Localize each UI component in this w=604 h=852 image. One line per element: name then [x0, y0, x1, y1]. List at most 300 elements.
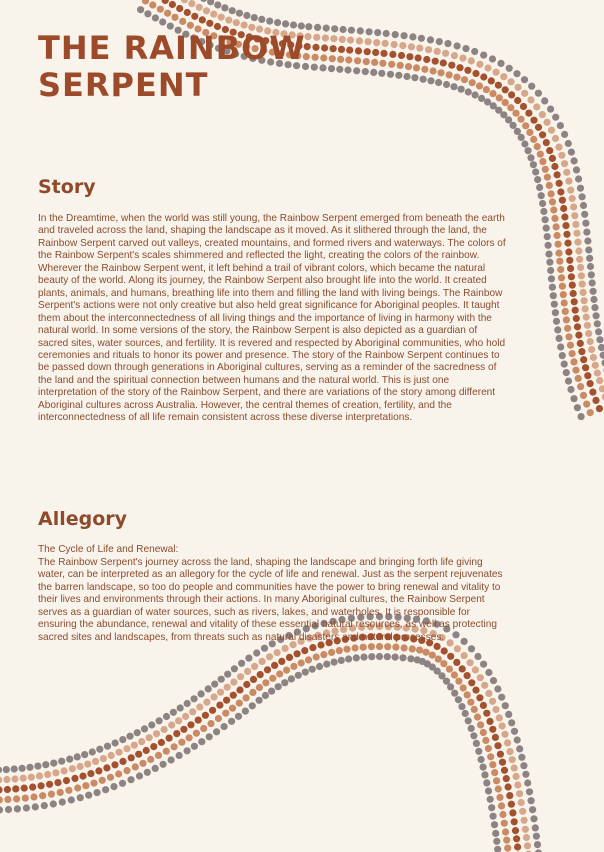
serpent-dot [532, 168, 539, 175]
serpent-dot [313, 653, 320, 660]
serpent-dot [485, 690, 492, 697]
serpent-dot [527, 96, 534, 103]
serpent-dot [440, 59, 447, 66]
serpent-dot [347, 37, 354, 44]
serpent-dot [213, 728, 220, 735]
serpent-dot [553, 318, 560, 325]
serpent-dot [84, 761, 91, 768]
serpent-dot [501, 820, 508, 827]
serpent-dot [387, 71, 394, 78]
serpent-dot [525, 147, 532, 154]
serpent-dot [552, 135, 559, 142]
serpent-dot [202, 712, 209, 719]
serpent-dot [74, 753, 81, 760]
serpent-dots-bottom [0, 613, 543, 852]
serpent-dot [96, 746, 103, 753]
serpent-dot [499, 811, 506, 818]
serpent-dot [453, 659, 460, 666]
serpent-dot [305, 23, 312, 30]
serpent-dot [508, 801, 515, 808]
serpent-dot [499, 759, 506, 766]
serpent-dot [503, 837, 510, 844]
serpent-dot [521, 76, 528, 83]
serpent-dot [459, 665, 466, 672]
serpent-dot [522, 122, 529, 129]
serpent-dot [456, 64, 463, 71]
serpent-dot [596, 377, 603, 384]
serpent-dot [211, 693, 218, 700]
serpent-dot [251, 14, 258, 21]
serpent-dot [258, 16, 265, 23]
serpent-dot [551, 163, 558, 170]
serpent-dot [316, 663, 323, 670]
serpent-dot [150, 743, 157, 750]
serpent-dot [71, 775, 78, 782]
serpent-dot [559, 197, 566, 204]
serpent-dot [363, 58, 370, 65]
serpent-dot [593, 312, 600, 319]
serpent-dot [207, 720, 214, 727]
serpent-dot [228, 718, 235, 725]
serpent-dot [582, 220, 589, 227]
serpent-dot [468, 725, 475, 732]
serpent-dot [382, 40, 389, 47]
serpent-dot [211, 681, 218, 688]
serpent-dot [353, 654, 360, 661]
serpent-dot [3, 776, 10, 783]
serpent-dot [319, 64, 326, 71]
serpent-dot [494, 742, 501, 749]
serpent-dot [139, 760, 146, 767]
serpent-dot [511, 728, 518, 735]
serpent-dot [557, 266, 564, 273]
serpent-dot [142, 0, 149, 5]
serpent-dot [345, 655, 352, 662]
serpent-dot [107, 774, 114, 781]
serpent-dot [459, 55, 466, 62]
serpent-dot [330, 45, 337, 52]
serpent-dot [488, 804, 495, 811]
serpent-dot [407, 655, 414, 662]
serpent-dot [559, 352, 566, 359]
serpent-dot [468, 645, 475, 652]
serpent-dot [353, 67, 360, 74]
serpent-dot [90, 780, 97, 787]
serpent-dot [509, 809, 516, 816]
serpent-dot [494, 685, 501, 692]
serpent-dot [451, 671, 458, 678]
serpent-dot [526, 788, 533, 795]
serpent-dot [518, 799, 525, 806]
serpent-dot [528, 83, 535, 90]
serpent-dot [567, 187, 574, 194]
serpent-dot [464, 672, 471, 679]
serpent-dot [338, 657, 345, 664]
serpent-dot [146, 734, 153, 741]
serpent-dot [368, 643, 375, 650]
serpent-dot [492, 830, 499, 837]
serpent-dot [469, 79, 476, 86]
serpent-dot [42, 761, 49, 768]
serpent-dot [482, 737, 489, 744]
serpent-dot [383, 30, 390, 37]
serpent-dot [577, 185, 584, 192]
serpent-dot [583, 229, 590, 236]
serpent-dot [503, 775, 510, 782]
serpent-dot [268, 688, 275, 695]
serpent-dot [497, 60, 504, 67]
serpent-dot [137, 6, 144, 13]
serpent-dot [354, 57, 361, 64]
serpent-dot [206, 20, 213, 27]
serpent-dot [77, 794, 84, 801]
serpent-dot [507, 104, 514, 111]
serpent-dot [462, 710, 469, 717]
serpent-dot [508, 91, 515, 98]
serpent-dot [223, 697, 230, 704]
serpent-dot [521, 90, 528, 97]
serpent-dot [548, 275, 555, 282]
serpent-dot [570, 358, 577, 365]
serpent-dot [516, 745, 523, 752]
serpent-dot [502, 99, 509, 106]
serpent-dot [491, 769, 498, 776]
serpent-dot [535, 124, 542, 131]
serpent-dot [157, 6, 164, 13]
serpent-dot [429, 652, 436, 659]
serpent-dot [259, 658, 266, 665]
serpent-dot [242, 708, 249, 715]
serpent-dot [85, 792, 92, 799]
serpent-dot [526, 129, 533, 136]
serpent-dot [547, 106, 554, 113]
serpent-dot [177, 704, 184, 711]
serpent-dot [32, 803, 39, 810]
serpent-dot [515, 84, 522, 91]
serpent-dot [266, 18, 273, 25]
serpent-dot [514, 128, 521, 135]
serpent-dot [408, 43, 415, 50]
serpent-dot [520, 762, 527, 769]
serpent-dot [542, 166, 549, 173]
serpent-dot [520, 103, 527, 110]
serpent-dot [470, 732, 477, 739]
serpent-dot [555, 250, 562, 257]
serpent-dot [371, 59, 378, 66]
serpent-dot [555, 241, 562, 248]
serpent-dot [569, 195, 576, 202]
serpent-dot [577, 383, 584, 390]
serpent-dot [458, 86, 465, 93]
serpent-dot [542, 216, 549, 223]
serpent-dot [530, 117, 537, 124]
serpent-dot [569, 282, 576, 289]
serpent-dot [524, 842, 531, 849]
serpent-dot [256, 684, 263, 691]
serpent-dot [126, 733, 133, 740]
serpent-dot [218, 14, 225, 21]
serpent-dot [0, 806, 3, 813]
serpent-dot [160, 761, 167, 768]
serpent-dot [513, 835, 520, 842]
serpent-dot [506, 792, 513, 799]
serpent-dot [495, 785, 502, 792]
serpent-dot [491, 821, 498, 828]
serpent-dot [587, 263, 594, 270]
serpent-dot [420, 76, 427, 83]
serpent-dot [178, 739, 185, 746]
serpent-dot [575, 375, 582, 382]
serpent-dot [230, 692, 237, 699]
serpent-dot [557, 122, 564, 129]
serpent-dot [415, 54, 422, 61]
serpent-dot [483, 710, 490, 717]
serpent-dot [4, 796, 11, 803]
serpent-dot [384, 653, 391, 660]
serpent-dot [95, 767, 102, 774]
serpent-dot [480, 661, 487, 668]
serpent-dot [328, 65, 335, 72]
serpent-dot [563, 169, 570, 176]
serpent-dot [487, 796, 494, 803]
serpent-dot [575, 332, 582, 339]
serpent-dot [539, 200, 546, 207]
serpent-dot [271, 662, 278, 669]
serpent-dot [313, 34, 320, 41]
serpent-dot [490, 813, 497, 820]
serpent-dot [472, 70, 479, 77]
serpent-dot [34, 763, 41, 770]
serpent-dot [301, 647, 308, 654]
serpent-dot [580, 392, 587, 399]
serpent-dot [448, 62, 455, 69]
story-heading: Story [38, 176, 96, 198]
serpent-dot [535, 90, 542, 97]
serpent-dot [229, 705, 236, 712]
serpent-dot [560, 291, 567, 298]
serpent-dot [425, 46, 432, 53]
serpent-dot [162, 0, 169, 4]
serpent-dot [87, 770, 94, 777]
serpent-dot [488, 77, 495, 84]
serpent-dot [475, 748, 482, 755]
serpent-dot [22, 795, 29, 802]
serpent-dot [512, 110, 519, 117]
serpent-dot [600, 352, 604, 359]
serpent-dot [436, 38, 443, 45]
serpent-dot [229, 7, 236, 14]
serpent-dot [451, 690, 458, 697]
serpent-dot [368, 653, 375, 660]
serpent-dot [362, 68, 369, 75]
serpent-dot [437, 69, 444, 76]
serpent-dot [336, 647, 343, 654]
serpent-dot [94, 789, 101, 796]
serpent-dot [460, 684, 467, 691]
serpent-dot [561, 131, 568, 138]
serpent-dot [203, 699, 210, 706]
serpent-dot [156, 717, 163, 724]
serpent-dot [323, 25, 330, 32]
serpent-dot [322, 34, 329, 41]
serpent-dot [502, 86, 509, 93]
serpent-dot [52, 769, 59, 776]
serpent-dot [496, 714, 503, 721]
serpent-dot [543, 225, 550, 232]
serpent-dot [331, 25, 338, 32]
serpent-dot [309, 644, 316, 651]
serpent-dot [492, 734, 499, 741]
serpent-dot [61, 767, 68, 774]
serpent-dot [498, 802, 505, 809]
serpent-dot [508, 719, 515, 726]
serpent-dot [392, 644, 399, 651]
serpent-dot [403, 73, 410, 80]
serpent-dot [235, 713, 242, 720]
serpent-dot [455, 696, 462, 703]
serpent-dot [406, 53, 413, 60]
serpent-dot [541, 97, 548, 104]
serpent-dot [161, 726, 168, 733]
serpent-dot [411, 74, 418, 81]
serpent-dot [454, 645, 461, 652]
serpent-dot [171, 14, 178, 21]
serpent-dot [182, 713, 189, 720]
serpent-dot [471, 48, 478, 55]
serpent-dot [141, 725, 148, 732]
serpent-dot [196, 703, 203, 710]
serpent-dot [44, 771, 51, 778]
serpent-dot [209, 707, 216, 714]
serpent-dot [77, 763, 84, 770]
serpent-dot [578, 348, 585, 355]
serpent-dot [112, 739, 119, 746]
serpent-dot [505, 711, 512, 718]
serpent-dot [568, 273, 575, 280]
serpent-dot [360, 644, 367, 651]
serpent-dot [472, 666, 479, 673]
serpent-dot [462, 45, 469, 52]
serpent-dot [506, 65, 513, 72]
serpent-dot [586, 255, 593, 262]
serpent-dot [127, 776, 134, 783]
serpent-dot [492, 706, 499, 713]
serpent-dot [532, 824, 539, 831]
serpent-dot [464, 67, 471, 74]
serpent-dot [166, 735, 173, 742]
serpent-dot [115, 770, 122, 777]
serpent-dot [221, 4, 228, 11]
serpent-dot [546, 147, 553, 154]
serpent-dot [562, 308, 569, 315]
serpent-dot [582, 305, 589, 312]
serpent-dot [585, 246, 592, 253]
serpent-dot [512, 827, 519, 834]
serpent-dot [549, 198, 556, 205]
serpent-dot [171, 743, 178, 750]
serpent-dot [517, 116, 524, 123]
serpent-dot [173, 730, 180, 737]
serpent-dot [471, 706, 478, 713]
serpent-dot [549, 284, 556, 291]
serpent-dot [446, 666, 453, 673]
serpent-dot [243, 694, 250, 701]
serpent-dot [283, 667, 290, 674]
serpent-dot [599, 385, 604, 392]
serpent-dot [36, 772, 43, 779]
serpent-dot [480, 702, 487, 709]
serpent-dot [237, 673, 244, 680]
serpent-dot [527, 154, 534, 161]
serpent-dot [598, 344, 604, 351]
serpent-dot [518, 134, 525, 141]
serpent-dot [444, 40, 451, 47]
serpent-dot [274, 649, 281, 656]
serpent-dot [514, 843, 521, 850]
serpent-dot [41, 802, 48, 809]
serpent-dot [236, 700, 243, 707]
serpent-dot [186, 734, 193, 741]
serpent-dot [511, 818, 518, 825]
serpent-dot [528, 797, 535, 804]
serpent-dot [422, 649, 429, 656]
serpent-dot [143, 747, 150, 754]
serpent-dot [519, 808, 526, 815]
serpent-dot [584, 372, 591, 379]
serpent-dot [476, 82, 483, 89]
serpent-dot [206, 733, 213, 740]
serpent-dot [587, 338, 594, 345]
serpent-dot [320, 54, 327, 61]
serpent-dot [264, 666, 271, 673]
serpent-dot [249, 702, 256, 709]
serpent-dot [30, 793, 37, 800]
serpent-dot [348, 27, 355, 34]
serpent-dot [108, 752, 115, 759]
serpent-dot [521, 140, 528, 147]
serpent-dot [266, 653, 273, 660]
serpent-dot [548, 127, 555, 134]
serpent-dot [245, 655, 252, 662]
serpent-dot [373, 39, 380, 46]
serpent-dot [298, 659, 305, 666]
serpent-dot [447, 653, 454, 660]
serpent-dot [290, 21, 297, 28]
serpent-dot [581, 297, 588, 304]
serpent-dot [158, 739, 165, 746]
serpent-dot [570, 203, 577, 210]
serpent-dot [188, 0, 195, 7]
serpent-dot [305, 656, 312, 663]
serpent-dot [561, 299, 568, 306]
serpent-dot [487, 753, 494, 760]
serpent-dot [392, 654, 399, 661]
serpent-dot [576, 256, 583, 263]
serpent-dot [549, 155, 556, 162]
serpent-dot [489, 726, 496, 733]
serpent-dot [0, 776, 2, 783]
serpent-dot [281, 679, 288, 686]
serpent-dot [589, 279, 596, 286]
serpent-dot [596, 405, 603, 412]
serpent-dot [583, 314, 590, 321]
serpent-dot [489, 90, 496, 97]
serpent-dot [496, 794, 503, 801]
serpent-dot [502, 828, 509, 835]
serpent-dot [545, 242, 552, 249]
serpent-dot [370, 69, 377, 76]
serpent-dot [111, 761, 118, 768]
